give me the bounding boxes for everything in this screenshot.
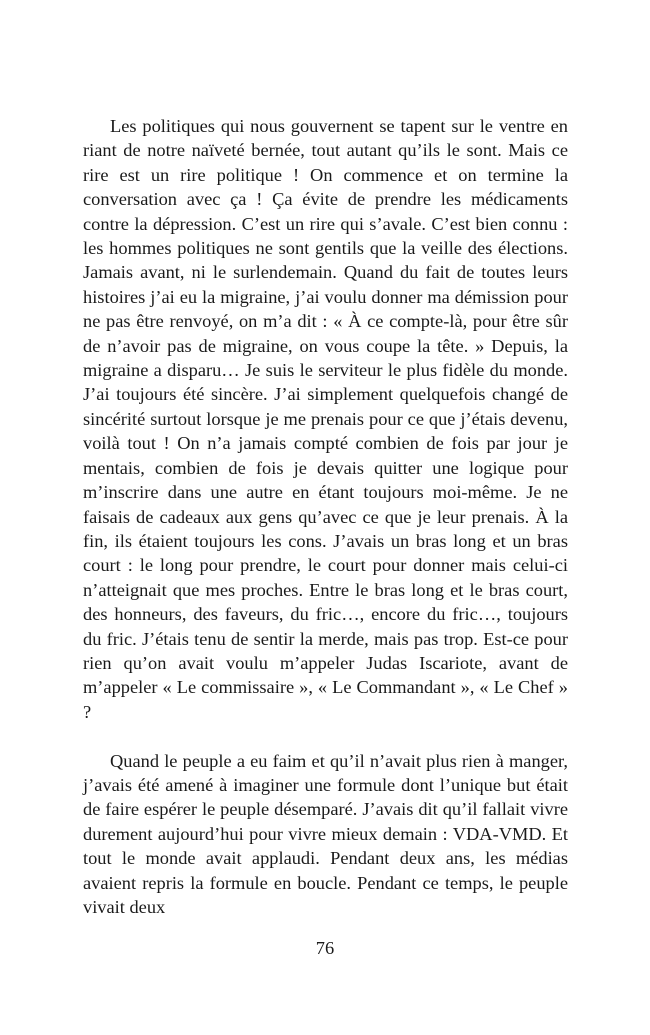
paragraph-2: Quand le peuple a eu faim et qu’il n’avait plus rien à manger, j’avais été amené à imaginer une formule dont l’unique but était de faire espérer le peuple désemparé. J’avais dit qu’il fallait vivre durement aujourd’hui pour vivre mieux demain : VDA-VMD. Et tout le monde avait applaudi. Pendant deux ans, les médias avaient repris la formule en boucle. Pendant ce temps, le peuple vivait deux [83, 750, 568, 917]
body-text [83, 114, 568, 919]
page-number: 76 [315, 938, 335, 958]
paragraph-1: Les politiques qui nous gouvernent se tapent sur le ventre en riant de notre naïveté bernée, tout autant qu’ils le sont. Mais ce rire est un rire politique ! On commence et on termine la conversation avec ça ! Ça évite de prendre les médicaments contre la dépression. C’est un rire qui s’avale. C’est bien connu : les hommes politiques ne sont gentils que la veille des élections. Jamais avant, ni le surlendemain. Quand du fait de toutes leurs histoires j’ai eu la migraine, j’ai voulu donner ma démission pour ne pas être renvoyé, on m’a dit : « À ce compte-là, pour être sûr de n’avoir pas de migraine, on vous coupe la tête. » Depuis, la migraine a disparu… Je suis le serviteur le plus fidèle du monde. J’ai toujours été sincère. J’ai simplement quelquefois changé de sincérité surtout lorsque je me prenais pour ce que j’étais devenu, voilà tout ! On n’a jamais compté combien de fois par jour je mentais, combien de fois je devais quitter une logique pour m’inscrire dans une autre en étant toujours moi-même. Je ne faisais de cadeaux aux gens qu’avec ce que je leur prenais. À la fin, ils étaient toujours les cons. J’avais un bras long et un bras court : le long pour prendre, le court pour donner mais celui-ci n’atteignait que mes proches. Entre le bras long et le bras court, des honneurs, des faveurs, du fric…, encore du fric…, toujours du fric. J’étais tenu de sentir la merde, mais pas trop. Est-ce pour rien qu’on avait voulu m’appeler Judas Iscariote, avant de m’appeler « Le commissaire », « Le Commandant », « Le Chef » ? [83, 116, 568, 722]
